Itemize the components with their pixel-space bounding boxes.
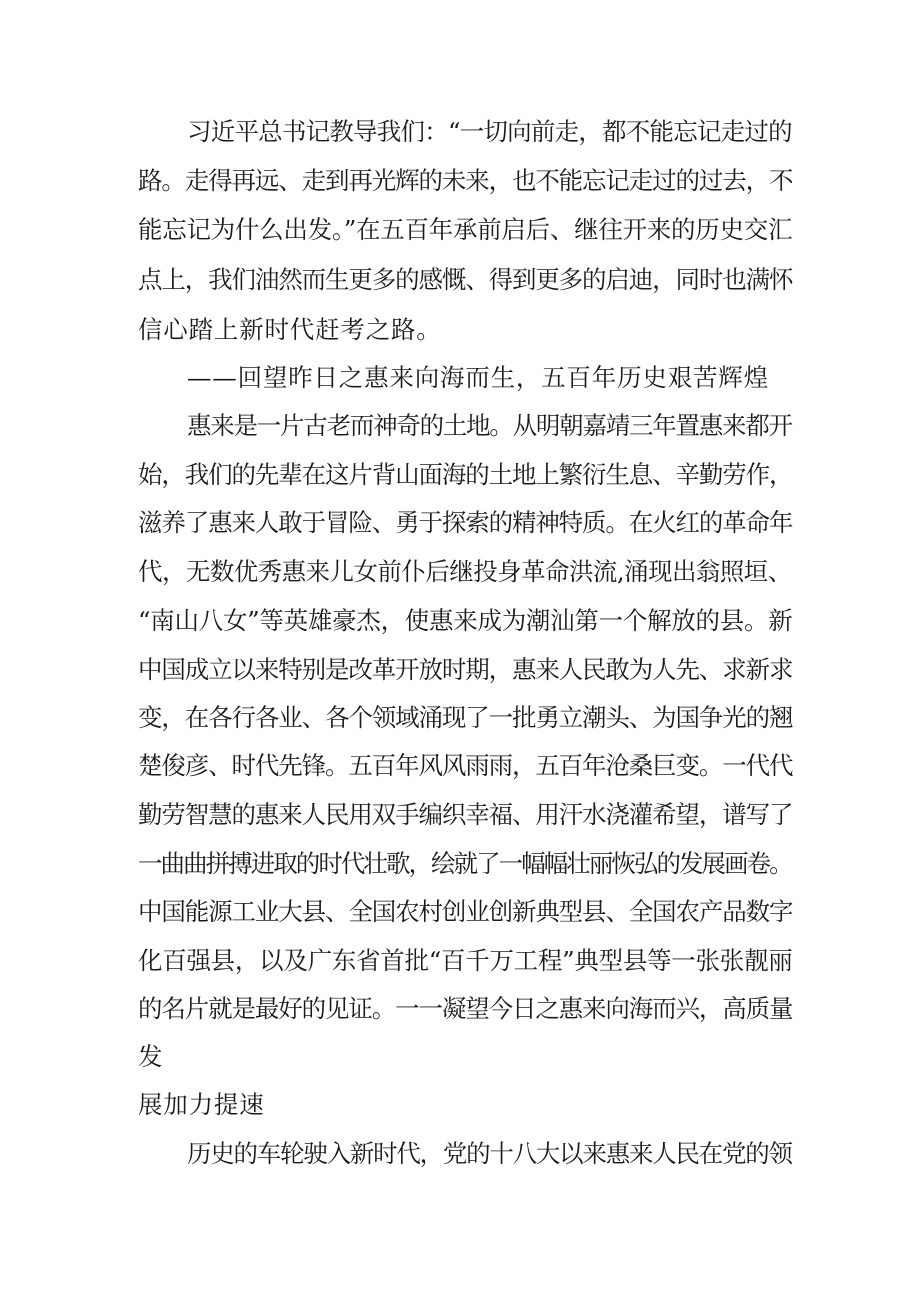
text-line: 勤劳智慧的惠来人民用双手编织幸福、用汗水浇灌希望，谱写了 [138,800,793,829]
text-line: 中国能源工业大县、全国农村创业创新典型县、全国农产品数字 [138,897,793,926]
text-line: 习近平总书记教导我们：“一切向前走，都不能忘记走过的 [187,117,792,146]
text-line: 惠来是一片古老而神奇的土地。从明朝嘉靖三年置惠来都开 [187,411,792,440]
text-line: 楚俊彦、时代先锋。五百年风风雨雨，五百年沧桑巨变。一代代 [138,751,793,780]
text-line: 代，无数优秀惠来儿女前仆后继投身革命洪流,涌现出翁照垣、 [138,557,792,586]
text-line: 始，我们的先辈在这片背山面海的土地上繁衍生息、辛勤劳作， [138,460,793,489]
text-line: 点上，我们油然而生更多的感慨、得到更多的启迪，同时也满怀 [138,265,793,294]
text-line: 路。走得再远、走到再光辉的未来，也不能忘记走过的过去，不 [138,166,793,195]
text-line: 信心踏上新时代赶考之路。 [138,315,442,344]
text-line: 展加力提速 [138,1090,265,1119]
text-line: 中国成立以来特别是改革开放时期，惠来人民敢为人先、求新求 [138,655,793,684]
text-line: 能忘记为什么出发。”在五百年承前启后、继往开来的历史交汇 [138,215,793,244]
text-line: 变，在各行各业、各个领域涌现了一批勇立潮头、为国争光的翘 [138,703,793,732]
text-line: 历史的车轮驶入新时代，党的十八大以来惠来人民在党的领 [187,1139,792,1168]
text-line: “南山八女”等英雄豪杰，使惠来成为潮汕第一个解放的县。新 [138,606,793,635]
text-line: 一曲曲拼搏进取的时代壮歌，绘就了一幅幅壮丽恢弘的发展画卷。 [138,849,792,878]
text-line: 滋养了惠来人敢于冒险、勇于探索的精神特质。在火红的革命年 [138,508,793,537]
text-line: 化百强县，以及广东省首批“百千万工程”典型县等一张张靓丽 [138,946,793,975]
text-line: 的名片就是最好的见证。一一凝望今日之惠来向海而兴，高质量 [138,994,793,1023]
text-line: 发 [138,1042,164,1071]
section-heading: ——回望昨日之惠来向海而生，五百年历史艰苦辉煌 [187,363,769,392]
